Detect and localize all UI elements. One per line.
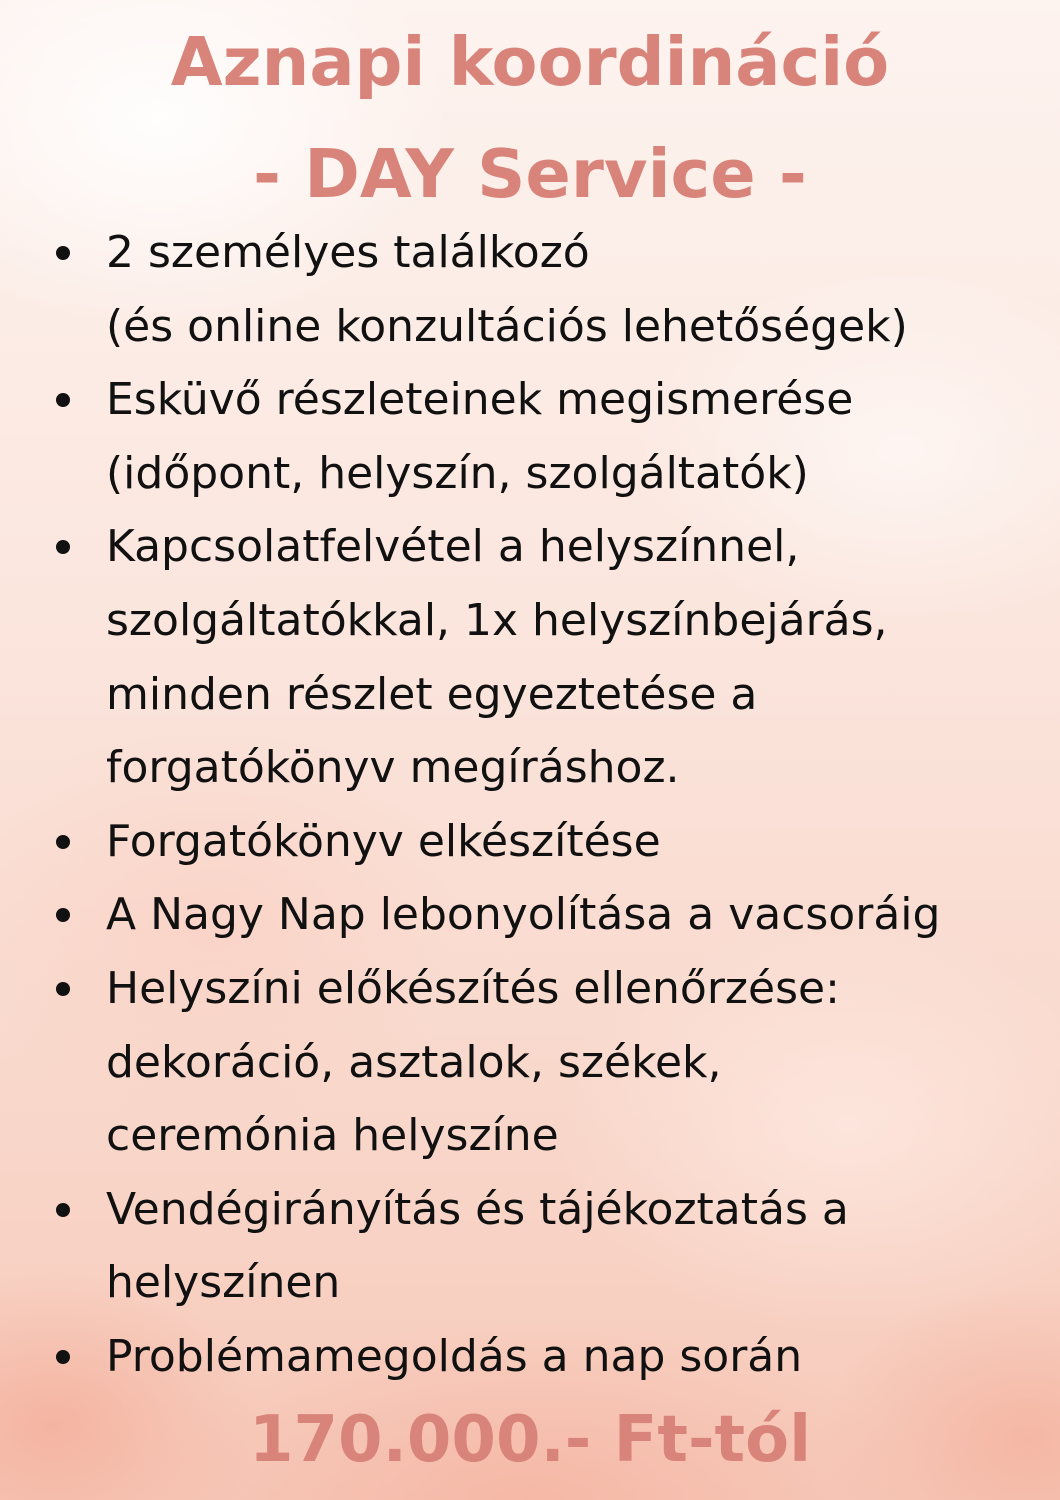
- bullet-icon: [56, 540, 70, 554]
- page-title: Aznapi koordináció: [170, 23, 890, 101]
- list-item-text: A Nagy Nap lebonyolítása a vacsoráig: [106, 889, 941, 941]
- bullet-icon: [56, 908, 70, 922]
- list-item: [0, 878, 1060, 952]
- list-item-text: helyszínen: [106, 1257, 341, 1309]
- list-item-text: Helyszíni előkészítés ellenőrzése:: [106, 962, 840, 1014]
- bullet-icon: [56, 1350, 70, 1364]
- list-item: [0, 952, 1060, 1173]
- list-item-text: (és online konzultációs lehetőségek): [106, 300, 908, 352]
- list-item-text: forgatókönyv megíráshoz.: [106, 742, 680, 794]
- list-item: [0, 805, 1060, 879]
- list-item: [0, 1173, 1060, 1320]
- list-item-text: Forgatókönyv elkészítése: [106, 815, 661, 867]
- bullet-icon: [56, 246, 70, 260]
- list-item: [0, 510, 1060, 804]
- list-item-text: Esküvő részleteinek megismerése: [106, 374, 854, 426]
- list-item-text: minden részlet egyeztetése a: [106, 668, 758, 720]
- bullet-icon: [56, 393, 70, 407]
- list-item: [0, 1320, 1060, 1394]
- bullet-icon: [56, 982, 70, 996]
- service-list: [0, 216, 1060, 1394]
- bullet-icon: [56, 1203, 70, 1217]
- bullet-icon: [56, 835, 70, 849]
- list-item-text: dekoráció, asztalok, székek,: [106, 1036, 722, 1088]
- list-item-text: szolgáltatókkal, 1x helyszínbejárás,: [106, 594, 888, 646]
- list-item: [0, 216, 1060, 363]
- list-item: [0, 363, 1060, 510]
- list-item-text: Kapcsolatfelvétel a helyszínnel,: [106, 521, 800, 573]
- list-item-text: Vendégirányítás és tájékoztatás a: [106, 1183, 849, 1235]
- price-label: 170.000.- Ft-tól: [248, 1403, 812, 1477]
- page-subtitle: - DAY Service -: [253, 135, 807, 213]
- list-item-text: (időpont, helyszín, szolgáltatók): [106, 447, 809, 499]
- list-item-text: Problémamegoldás a nap során: [106, 1330, 803, 1382]
- list-item-text: 2 személyes találkozó: [106, 227, 590, 278]
- list-item-text: ceremónia helyszíne: [106, 1110, 559, 1162]
